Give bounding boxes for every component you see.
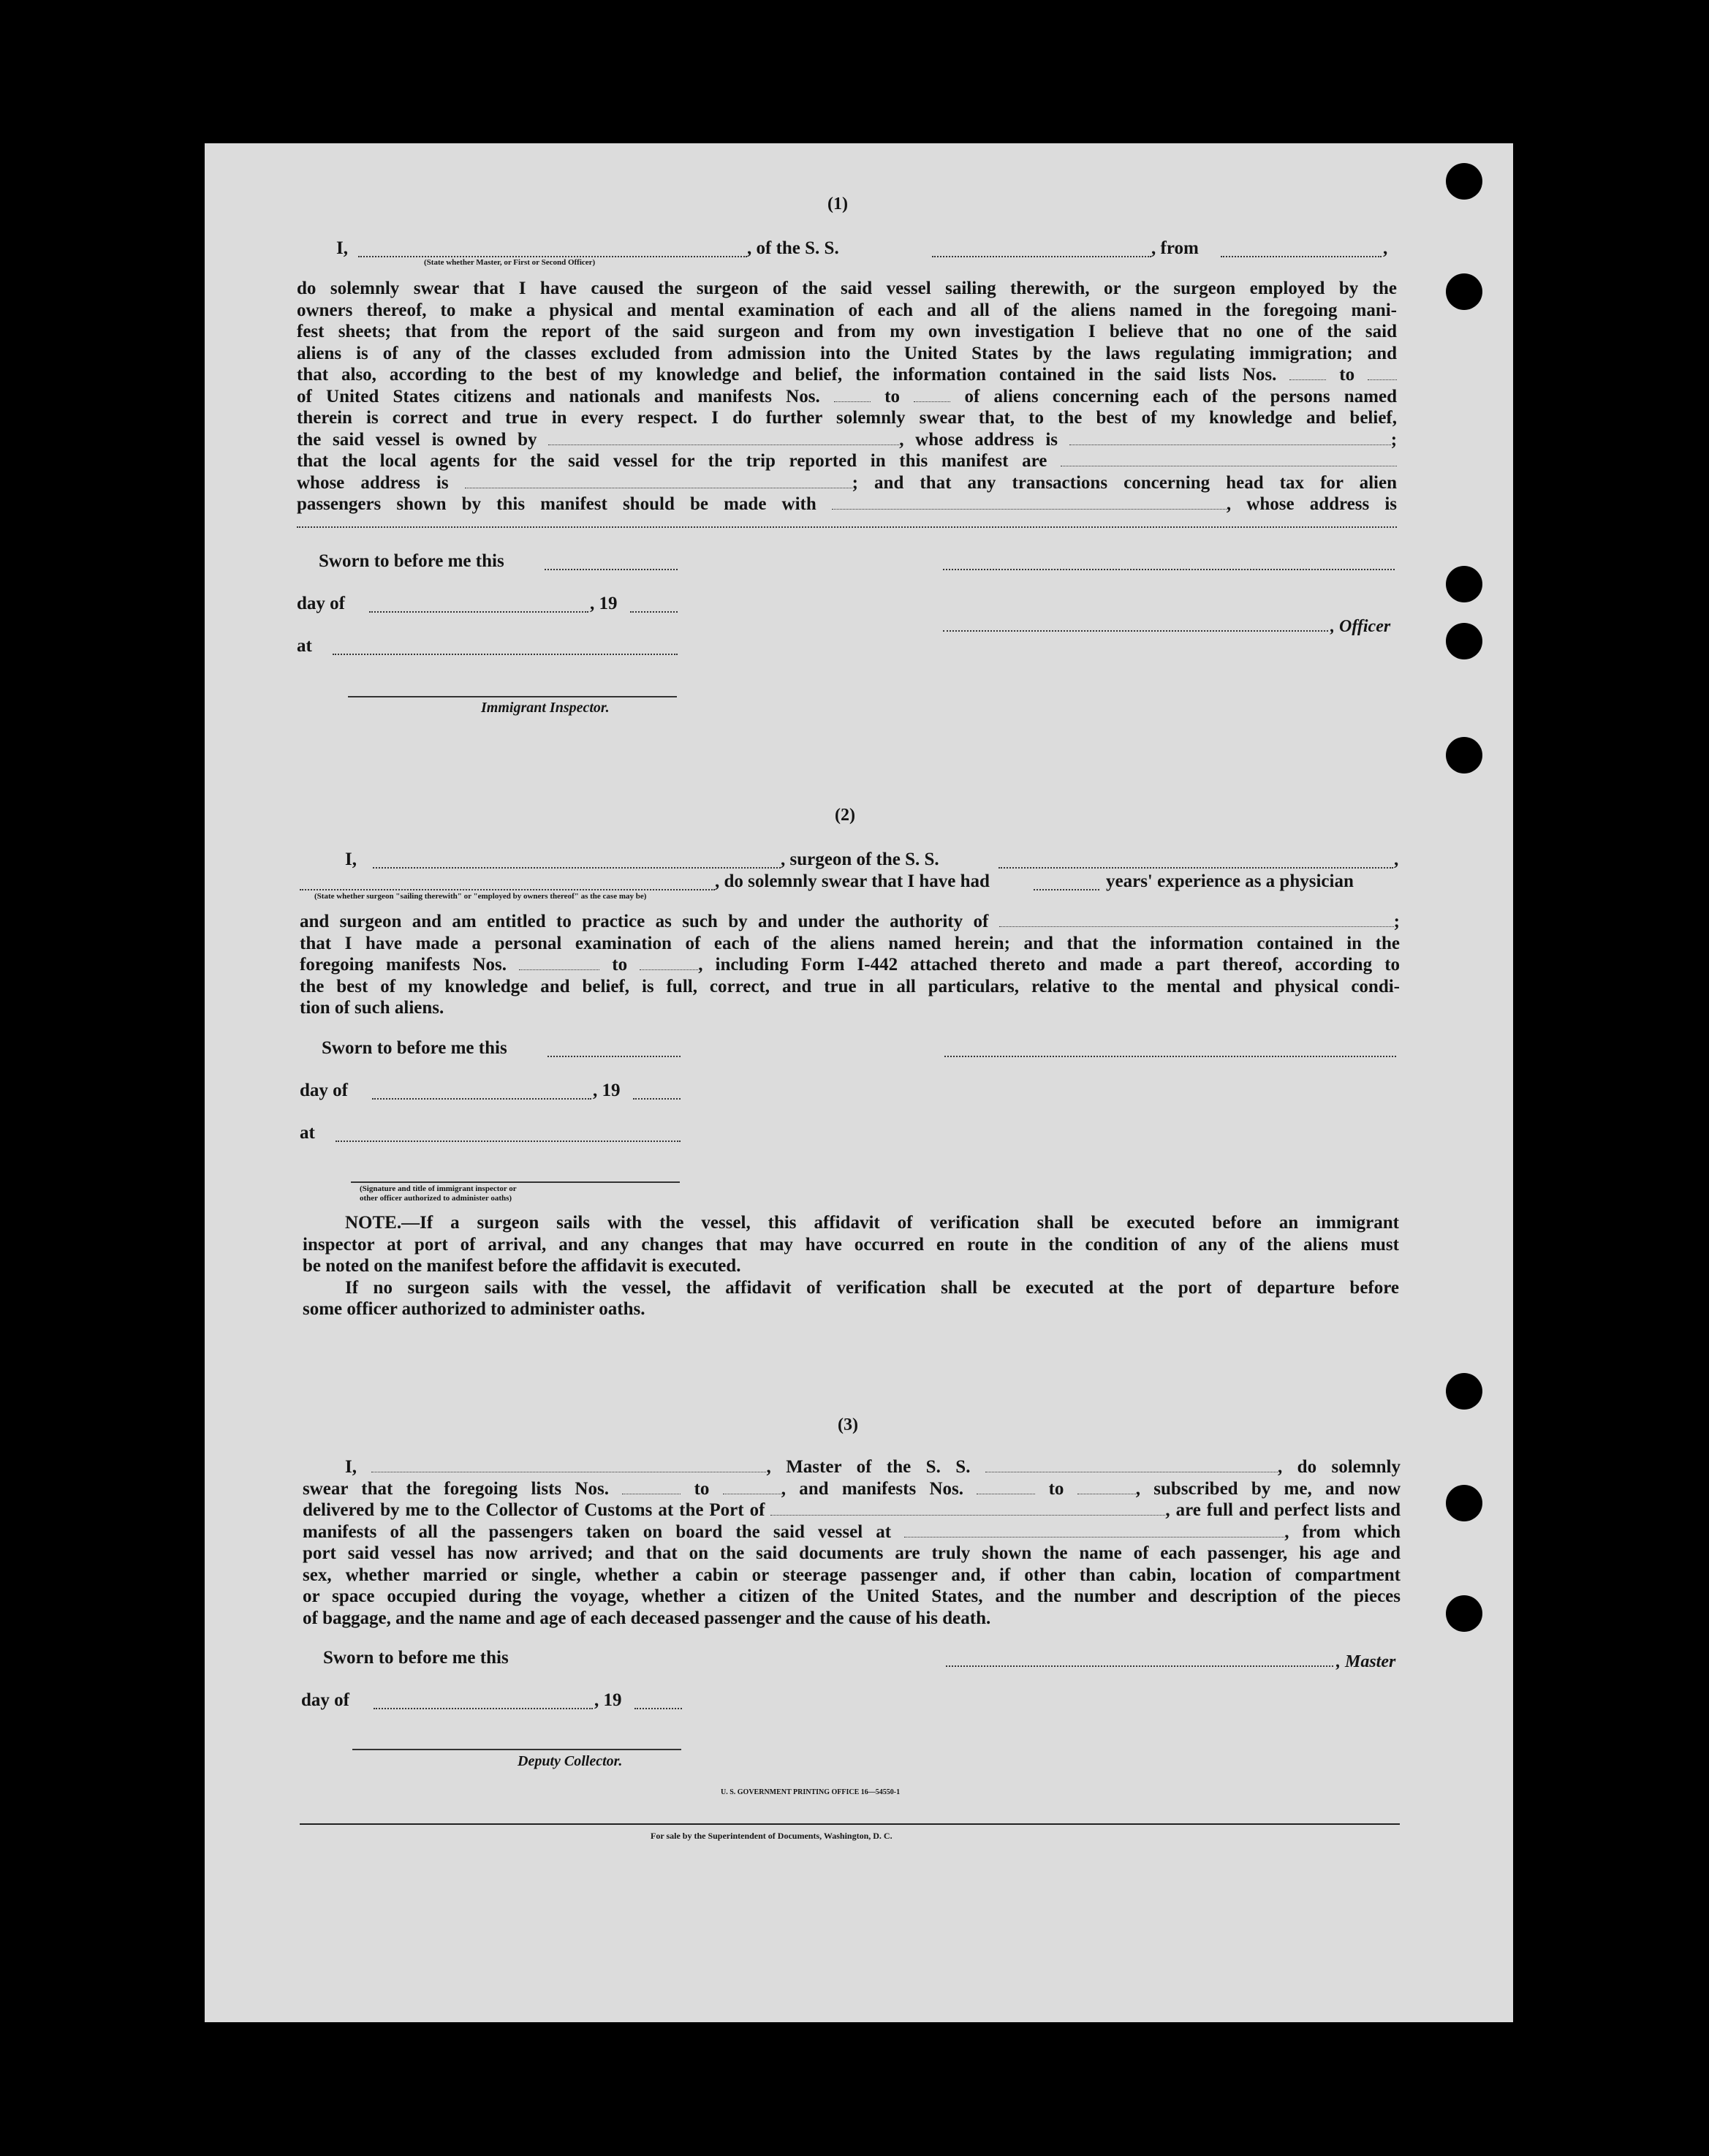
s3-paragraph — [303, 1456, 1401, 1629]
lists-from-field[interactable] — [1289, 379, 1326, 380]
s3-day-field[interactable] — [374, 1708, 593, 1709]
s1-day-field[interactable] — [369, 611, 588, 613]
s2-note — [303, 1212, 1399, 1320]
s3-master-label: , Master — [1336, 1652, 1396, 1671]
s2-p3a: foregoing manifests Nos. — [300, 955, 507, 975]
s2-note3: be noted on the manifest before the affidavit is executed. — [303, 1256, 741, 1276]
s1-p2: owners thereof, to make a physical and mental examination of each and all of the aliens named in the foregoing mani- — [297, 300, 1397, 320]
head-tax-field[interactable] — [832, 509, 1227, 510]
s2-manifests-from-field[interactable] — [519, 969, 599, 970]
s2-sworn: Sworn to before me this — [322, 1038, 507, 1058]
punch-hole — [1446, 623, 1482, 659]
s3-l1c: , do solemnly — [1277, 1457, 1401, 1477]
s1-p5a: that also, according to the best of my knowledge and belief, the information contained in the said lists Nos. — [297, 365, 1277, 385]
manifests-from-field[interactable] — [834, 401, 871, 402]
s1-address-line[interactable] — [297, 526, 1397, 528]
s3-l1a: I, — [345, 1457, 357, 1477]
s1-nineteen: , 19 — [590, 594, 618, 613]
s2-sig1: (Signature and title of immigrant inspector or — [360, 1184, 517, 1193]
s1-year-field[interactable] — [630, 611, 678, 613]
s1-inspector-line[interactable] — [348, 696, 677, 697]
s3-master-signature-line[interactable] — [946, 1665, 1333, 1667]
s3-l7: or space occupied during the voyage, whether a citizen of the United States, and the number and description of the pieces — [303, 1586, 1401, 1606]
s1-p10b: ; and that any transactions concerning head tax for alien — [852, 472, 1397, 493]
s1-line1-a: , of the S. S. — [747, 238, 839, 258]
s2-p1end: ; — [1393, 912, 1400, 931]
s2-p3b: to — [612, 955, 628, 975]
punch-hole — [1446, 273, 1482, 310]
s2-p2: that I have made a personal examination of each of the aliens named herein; and that the information contained in the — [300, 933, 1400, 953]
section-1-number: (1) — [827, 194, 848, 213]
s3-collector-line[interactable] — [352, 1749, 681, 1750]
s2-sig2: other officer authorized to administer oaths) — [360, 1194, 512, 1203]
s2-nineteen: , 19 — [593, 1081, 621, 1100]
s2-at: at — [300, 1123, 315, 1143]
s1-p11b: , whose address is — [1226, 494, 1397, 514]
s2-p4: the best of my knowledge and belief, is full, correct, and true in all particulars, relative to the mental and physical condi- — [300, 976, 1400, 996]
s3-year-field[interactable] — [634, 1708, 682, 1709]
section-3-number: (3) — [838, 1415, 858, 1434]
s2-sworn-field[interactable] — [547, 1056, 681, 1057]
surgeon-signature-line[interactable] — [944, 1056, 1396, 1057]
s1-p11a: passengers shown by this manifest should be made with — [297, 494, 816, 514]
officer-rank-field[interactable] — [358, 256, 747, 257]
surgeon-status-field[interactable] — [300, 889, 715, 890]
manifests-to-field[interactable] — [914, 401, 950, 402]
sale-notice: For sale by the Superintendent of Documents, Washington, D. C. — [651, 1831, 893, 1841]
footer-rule — [300, 1823, 1400, 1825]
s1-p3: fest sheets; that from the report of the said surgeon and from my own investigation I believe that no one of the said — [297, 322, 1397, 341]
s2-vessel-field[interactable] — [999, 867, 1393, 869]
gpo-imprint: U. S. GOVERNMENT PRINTING OFFICE 16—54550-1 — [721, 1788, 901, 1796]
from-port-field[interactable] — [1221, 256, 1382, 257]
s1-sworn-field[interactable] — [545, 569, 678, 570]
lists-to-field[interactable] — [1368, 379, 1397, 380]
s3-l8: of baggage, and the name and age of each deceased passenger and the cause of his death. — [303, 1608, 991, 1628]
s1-officer-label: , Officer — [1330, 617, 1391, 636]
form-page — [205, 143, 1513, 2022]
s3-l2d: to — [1048, 1478, 1064, 1499]
s1-at-field[interactable] — [333, 654, 678, 655]
vessel-name-field[interactable] — [932, 256, 1151, 257]
s3-l6: sex, whether married or single, whether a cabin or steerage passenger and, if other than cabin, location of compartment — [303, 1565, 1401, 1585]
punch-hole — [1446, 566, 1482, 602]
section-2-number: (2) — [835, 806, 855, 825]
s1-day: day of — [297, 594, 345, 613]
s2-line1a: I, — [345, 850, 357, 869]
s1-sworn: Sworn to before me this — [319, 551, 504, 571]
s1-p6c: of aliens concerning each of the persons named — [964, 386, 1398, 406]
s3-l4b: , from which — [1284, 1521, 1401, 1542]
s2-day-field[interactable] — [372, 1098, 591, 1100]
s3-l3b: , are full and perfect lists and — [1165, 1500, 1401, 1520]
s2-note5: some officer authorized to administer oaths. — [303, 1299, 645, 1319]
s3-l1b: , Master of the S. S. — [766, 1457, 971, 1477]
s3-nineteen: , 19 — [594, 1690, 622, 1710]
punch-hole — [1446, 1595, 1482, 1632]
s1-p8c: ; — [1390, 429, 1398, 450]
years-field[interactable] — [1034, 889, 1099, 890]
s1-line1-b: , from — [1151, 238, 1199, 258]
s1-hint: (State whether Master, or First or Second Officer) — [424, 258, 596, 267]
s2-line2b: years' experience as a physician — [1106, 871, 1354, 891]
s1-inspector-label: Immigrant Inspector. — [481, 700, 610, 716]
s3-l2e: , subscribed by me, and now — [1135, 1478, 1401, 1499]
s3-deputy-label: Deputy Collector. — [518, 1753, 623, 1769]
s2-hint: (State whether surgeon "sailing therewith" or "employed by owners thereof" as the case may be) — [314, 892, 647, 901]
s1-paragraph — [297, 278, 1397, 515]
s2-at-field[interactable] — [336, 1141, 681, 1142]
s1-at: at — [297, 636, 312, 656]
s1-p9: that the local agents for the said vessel for the trip reported in this manifest are — [297, 451, 1047, 471]
s3-l2a: swear that the foregoing lists Nos. — [303, 1478, 609, 1499]
s3-day: day of — [301, 1690, 349, 1710]
punch-hole — [1446, 1485, 1482, 1521]
s3-l4a: manifests of all the passengers taken on board the said vessel at — [303, 1521, 892, 1542]
s1-p4: aliens is of any of the classes excluded from admission into the United States by the laws regulating immigration; and — [297, 343, 1397, 363]
s1-p6a: of United States citizens and nationals and manifests Nos. — [297, 386, 820, 406]
s3-l2c: , and manifests Nos. — [781, 1478, 964, 1499]
s2-p3c: , including Form I-442 attached thereto and made a part thereof, according to — [698, 955, 1401, 975]
s1-p8b: , whose address is — [899, 429, 1058, 450]
s3-port-field[interactable] — [770, 1515, 1165, 1516]
surgeon-name-field[interactable] — [373, 867, 781, 869]
s2-line2a: , do solemnly swear that I have had — [715, 871, 990, 891]
s1-officer-top-line[interactable] — [943, 569, 1395, 570]
s1-p5b: to — [1339, 365, 1355, 385]
punch-hole — [1446, 163, 1482, 200]
s3-l5: port said vessel has now arrived; and that on the said documents are truly shown the name of each passenger, his age and — [303, 1543, 1401, 1563]
s2-note4: If no surgeon sails with the vessel, the affidavit of verification shall be executed at the port of departure before — [345, 1277, 1399, 1298]
s1-p6b: to — [884, 386, 900, 406]
s3-sworn: Sworn to before me this — [323, 1648, 509, 1668]
s1-p7: therein is correct and true in every respect. I do further solemnly swear that, to the best of my knowledge and belief, — [297, 408, 1397, 428]
punch-hole — [1446, 1373, 1482, 1410]
s2-paragraph — [300, 911, 1400, 1019]
s2-year-field[interactable] — [633, 1098, 681, 1100]
s1-p10a: whose address is — [297, 472, 449, 493]
s2-line1c: , — [1394, 850, 1399, 869]
s1-p8a: the said vessel is owned by — [297, 429, 537, 450]
s3-l3a: delivered by me to the Collector of Customs at the Port of — [303, 1500, 765, 1520]
s2-line1b: , surgeon of the S. S. — [781, 850, 939, 869]
s2-note2: inspector at port of arrival, and any changes that may have occurred en route in the condition of any of the aliens must — [303, 1234, 1399, 1255]
s3-l2b: to — [694, 1478, 710, 1499]
s2-day: day of — [300, 1081, 348, 1100]
authority-field[interactable] — [999, 926, 1394, 927]
punch-hole — [1446, 737, 1482, 773]
s2-inspector-line[interactable] — [351, 1181, 680, 1183]
s2-manifests-to-field[interactable] — [640, 969, 698, 970]
s2-note1: —If a surgeon sails with the vessel, this affidavit of verification shall be executed before an immigrant — [401, 1213, 1399, 1233]
s2-note-label: NOTE. — [345, 1213, 402, 1233]
s1-officer-signature-line[interactable] — [943, 630, 1328, 632]
s1-line1-c: , — [1383, 238, 1388, 258]
s1-p1: do solemnly swear that I have caused the surgeon of the said vessel sailing therewith, or the surgeon employed by the — [297, 279, 1397, 298]
s2-p5: tion of such aliens. — [300, 998, 444, 1018]
s1-line1-i: I, — [336, 238, 348, 258]
s2-p1: and surgeon and am entitled to practice as such by and under the authority of — [300, 912, 989, 931]
